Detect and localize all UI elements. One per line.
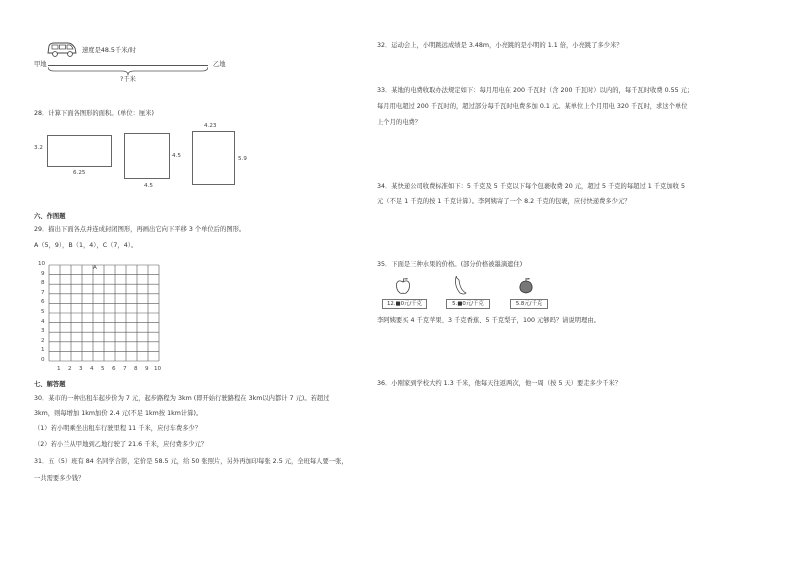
q36-text: 36．小刚家到学校大约 1.3 千米，他每天往返两次，他一周（按 5 天）要走多少千米？ bbox=[377, 380, 622, 387]
q33-line1: 33．某地的电费收取办法规定如下：每月用电在 200 千瓦时（含 200 千瓦时）以内的，每千瓦时收费 0.55 元； bbox=[377, 87, 694, 94]
x-tick-label: 6 bbox=[112, 366, 116, 372]
square-shape bbox=[124, 133, 170, 179]
q32-text: 32．运动会上，小明跳远成绩是 3.48m，小亮跳的是小明的 1.1 倍，小亮跳了多少米？ bbox=[377, 42, 623, 49]
q27-brace bbox=[48, 67, 208, 75]
banana-icon bbox=[452, 276, 468, 296]
x-tick-label: 5 bbox=[101, 366, 105, 372]
q35-title: 35．下面是三种水果的价格。(部分价格被墨滴遮住) bbox=[377, 261, 523, 268]
y-tick-label: 8 bbox=[41, 280, 45, 287]
x-tick-label: 3 bbox=[79, 366, 83, 372]
q29-grid-lines bbox=[48, 264, 160, 364]
apple-icon bbox=[395, 277, 411, 295]
x-tick-label: 2 bbox=[68, 366, 72, 372]
y-tick-label: 2 bbox=[41, 337, 45, 344]
rect1-height-label: 3.2 bbox=[34, 145, 43, 151]
y-tick-label: 7 bbox=[41, 289, 45, 296]
q31-line2: 一共需要多少钱？ bbox=[34, 475, 85, 482]
y-tick-label: 10 bbox=[38, 261, 46, 267]
y-tick-label: 0 bbox=[41, 357, 45, 363]
x-tick-label: 7 bbox=[123, 366, 127, 372]
price-tag-banana bbox=[446, 299, 490, 309]
x-tick-label: 9 bbox=[145, 366, 149, 372]
price-banana: 5.■0元/千克 bbox=[452, 301, 484, 307]
q27-distance: ?千米 bbox=[120, 76, 136, 83]
x-tick-label: 10 bbox=[154, 366, 162, 372]
rect1-width-label: 6.25 bbox=[73, 170, 86, 176]
q30-sub1: （1）若小明乘坐出租车行驶里程 11 千米，应付车费多少？ bbox=[34, 425, 202, 432]
x-tick-label: 4 bbox=[90, 366, 94, 372]
q31-line1: 31．五（5）班有 84 名同学合影，定价是 58.5 元，给 50 张照片，另外再加印每张 2.5 元，全班每人要一张， bbox=[34, 458, 348, 465]
section-6-heading: 六、作图题 bbox=[34, 213, 66, 220]
rect3-shape bbox=[192, 131, 235, 185]
q27-start: 甲地 bbox=[34, 61, 47, 68]
price-apple: 12.■0元/千克 bbox=[386, 301, 423, 307]
q29-points: A（5，9），B（1，4），C（7，4）。 bbox=[34, 242, 138, 249]
section-7-heading: 七、解答题 bbox=[34, 381, 66, 388]
square-side-bottom-label: 4.5 bbox=[144, 183, 153, 189]
point-A-label: A bbox=[93, 265, 97, 271]
pear-icon bbox=[518, 277, 534, 295]
x-tick-label: 8 bbox=[134, 366, 138, 372]
x-tick-label: 1 bbox=[57, 366, 61, 372]
y-tick-label: 4 bbox=[41, 318, 45, 325]
price-pear: 5.8元/千克 bbox=[515, 301, 543, 307]
y-tick-label: 9 bbox=[41, 270, 45, 277]
car-icon bbox=[46, 40, 78, 58]
q30-line1: 30．某市的一种出租车起步价为 7 元，起步路程为 3km (即开始行驶路程在 3km以内都计 7 元)。若超过 bbox=[34, 395, 330, 402]
q30-sub2: （2）若小兰从甲地到乙地行驶了 21.6 千米，应付费多少元？ bbox=[34, 441, 208, 448]
square-side-right-label: 4.5 bbox=[172, 153, 181, 159]
q27-speed: 速度是48.5千米/时 bbox=[82, 47, 136, 54]
y-tick-label: 6 bbox=[41, 299, 45, 306]
q29-title: 29．描出下面各点并连成封闭图形，再画出它向下平移 3 个单位后的图形。 bbox=[34, 226, 246, 233]
rect3-top-label: 4.23 bbox=[204, 123, 217, 129]
q30-line2: 3km，则每增加 1km加价 2.4 元(不足 1km按 1km计算)。 bbox=[34, 410, 203, 417]
q28-title: 28．计算下面各图形的面积。(单位：厘米) bbox=[34, 110, 154, 117]
rect3-right-label: 5.9 bbox=[238, 156, 247, 162]
q27-end: 乙地 bbox=[213, 61, 226, 68]
q34-line1: 34．某快递公司收费标准如下：5 千克及 5 千克以下每个包裹收费 20 元，超过 5 千克的每超过 1 千克加收 5 bbox=[377, 183, 685, 190]
rect1-shape bbox=[47, 135, 112, 167]
price-tag-pear bbox=[510, 299, 548, 309]
y-tick-label: 1 bbox=[41, 347, 45, 354]
q35-question: 李阿姨要买 4 千克苹果、3 千克香蕉、5 千克梨子，100 元够吗？请说明理由。 bbox=[377, 317, 600, 324]
y-tick-label: 3 bbox=[41, 328, 45, 335]
q33-line2: 每月用电超过 200 千瓦时的，超过部分每千瓦时电费多加 0.1 元。某单位上个月用电 320 千瓦时，求这个单位 bbox=[377, 103, 688, 110]
y-tick-label: 5 bbox=[41, 309, 45, 315]
q34-line2: 元（不足 1 千克的按 1 千克计算）。李阿姨寄了一个 8.2 千克的包裹，应付快递费多少元？ bbox=[377, 198, 631, 205]
q33-line3: 上个月的电费？ bbox=[377, 119, 422, 126]
price-tag-apple bbox=[382, 299, 427, 309]
q27-road-line bbox=[48, 65, 208, 66]
